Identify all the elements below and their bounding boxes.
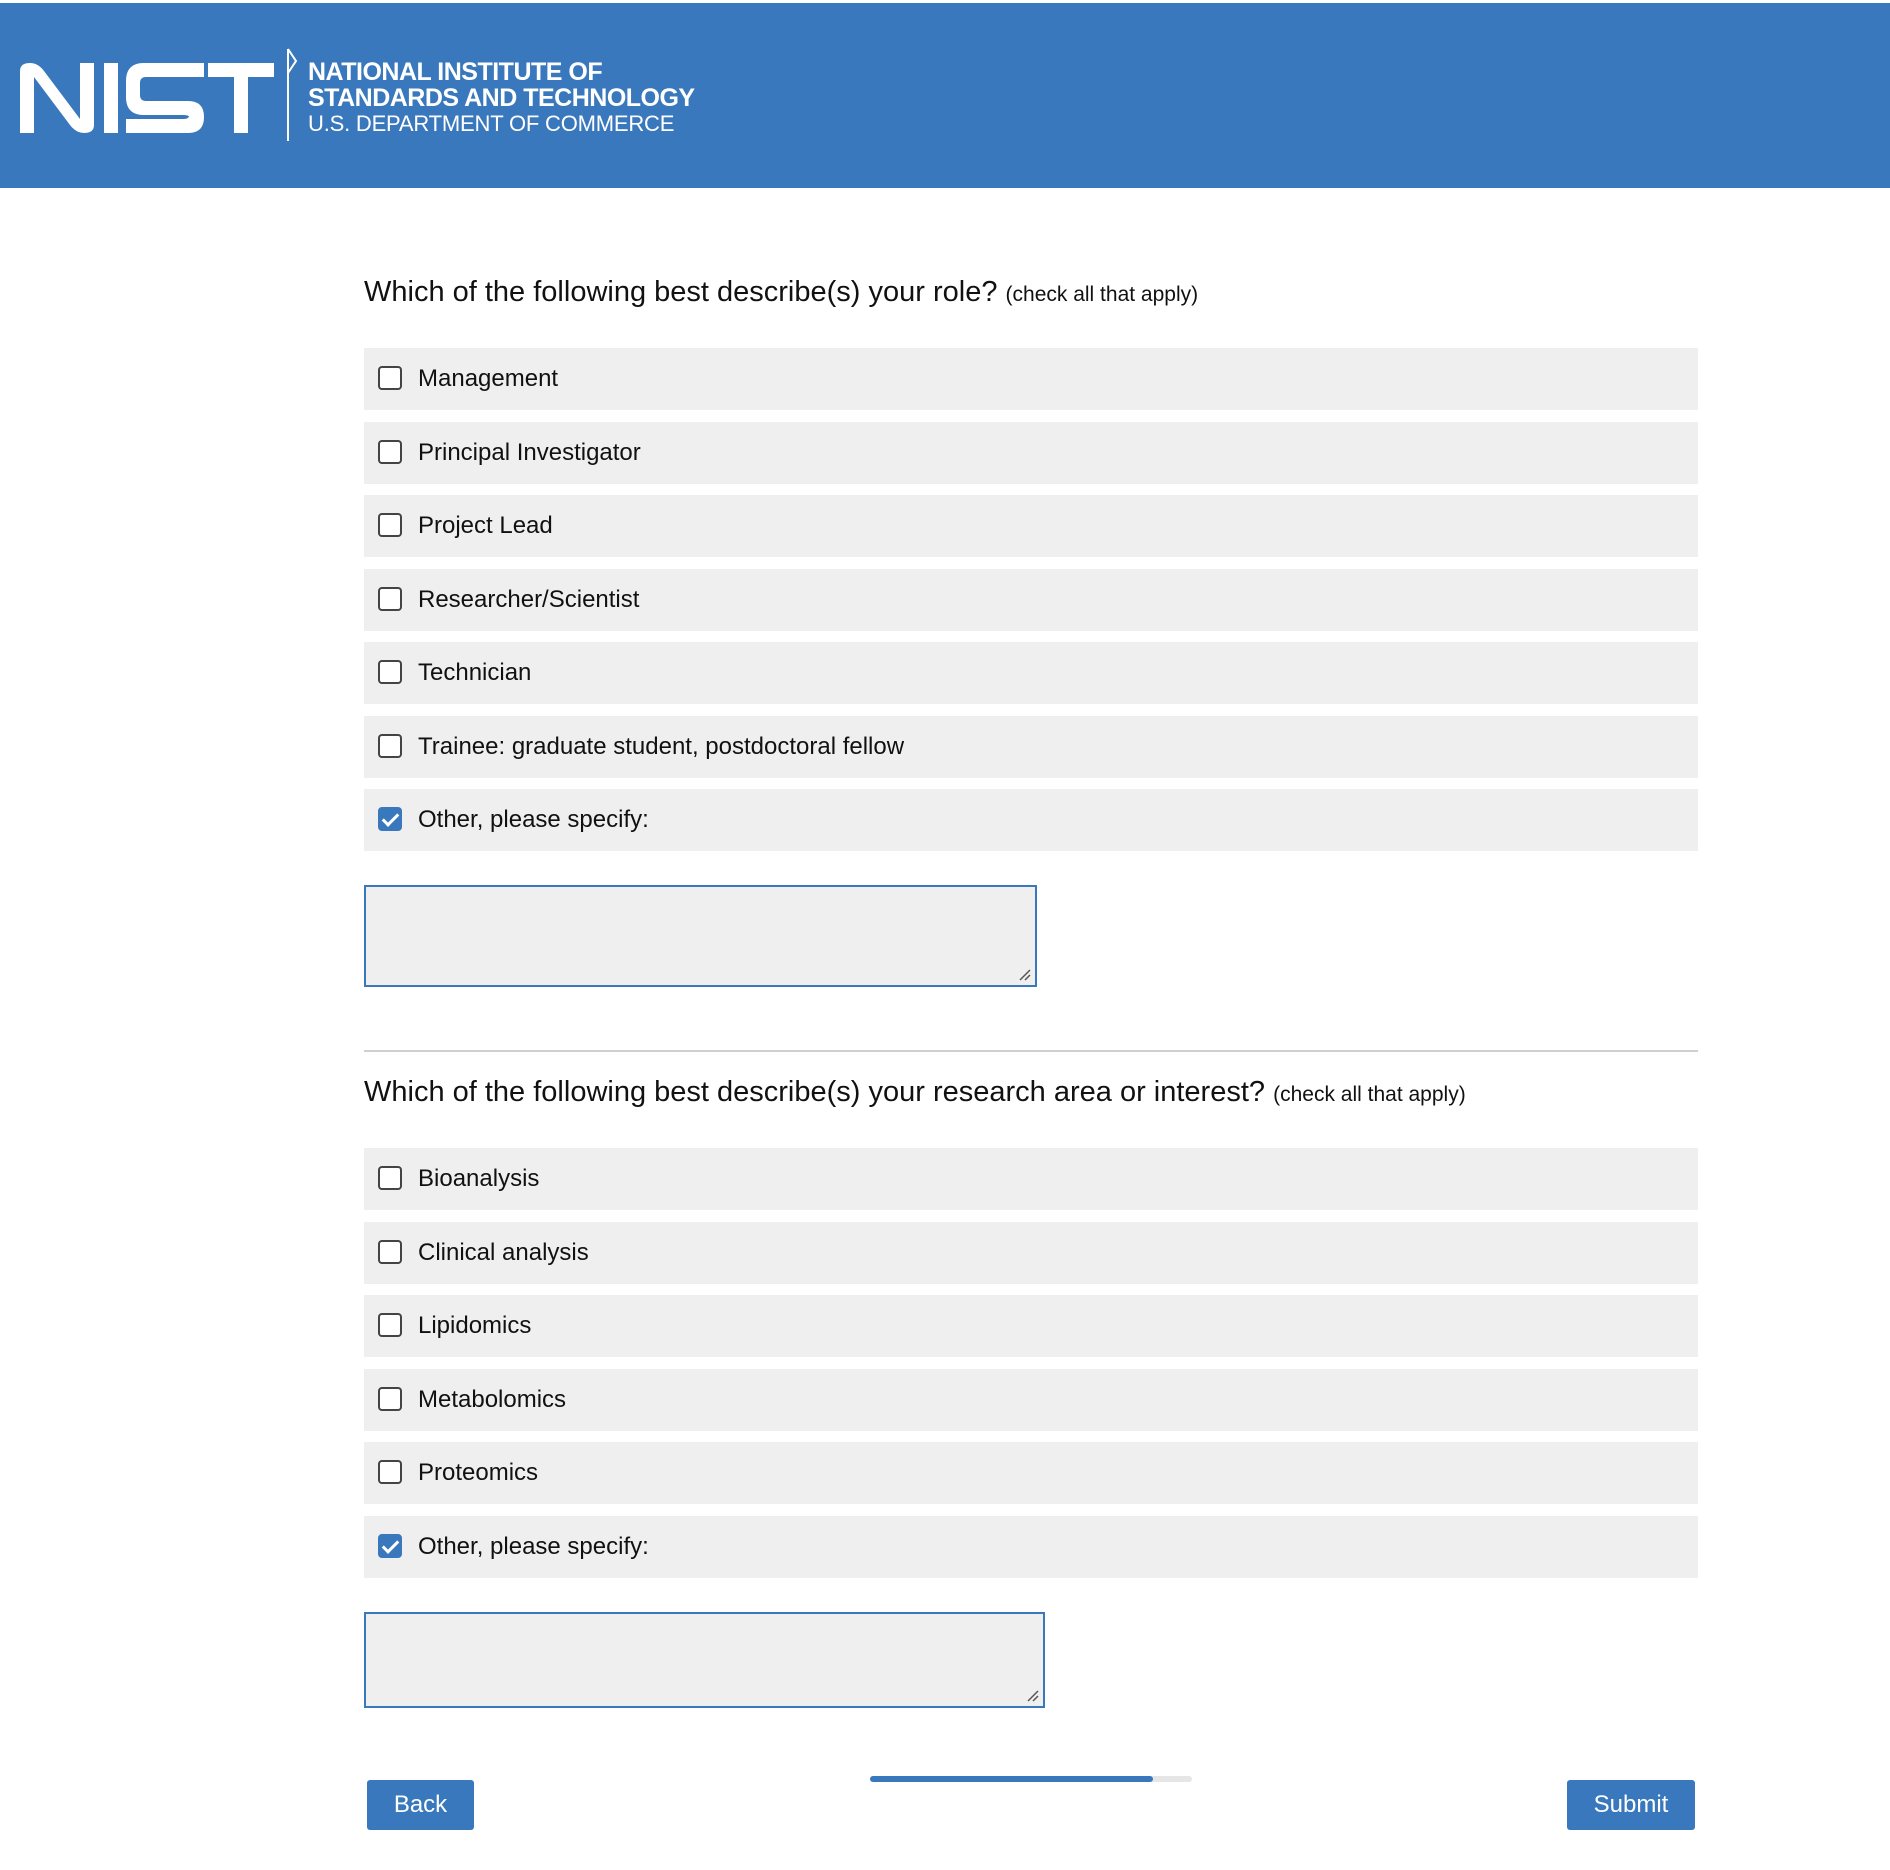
back-button[interactable]: Back: [367, 1780, 474, 1830]
checkbox[interactable]: [378, 366, 402, 390]
checkbox[interactable]: [378, 1166, 402, 1190]
option-label: Bioanalysis: [418, 1165, 540, 1192]
role-option[interactable]: [364, 716, 1698, 778]
role-other-input[interactable]: [364, 885, 1037, 987]
research-area-option[interactable]: [364, 1442, 1698, 1504]
role-option[interactable]: [364, 348, 1698, 410]
question-research-area-text: Which of the following best describe(s) your research area or interest?: [364, 1076, 1266, 1108]
resize-grip-icon[interactable]: [1026, 1689, 1040, 1703]
role-option[interactable]: [364, 789, 1698, 851]
option-label: Researcher/Scientist: [418, 585, 640, 613]
checkbox[interactable]: [378, 440, 402, 464]
research-area-option[interactable]: [364, 1516, 1698, 1578]
option-label: Technician: [418, 659, 532, 686]
site-header: [0, 0, 1890, 188]
research-area-option[interactable]: [364, 1222, 1698, 1284]
progress-bar: [870, 1776, 1192, 1782]
role-option[interactable]: [364, 569, 1698, 631]
checkbox-checked[interactable]: [378, 807, 402, 831]
org-line3: U.S. DEPARTMENT OF COMMERCE: [308, 111, 675, 136]
checkbox[interactable]: [378, 660, 402, 684]
nist-logo: [18, 61, 278, 135]
role-option[interactable]: [364, 642, 1698, 704]
submit-button[interactable]: Submit: [1567, 1780, 1695, 1830]
checkbox[interactable]: [378, 513, 402, 537]
question-role: [364, 276, 1198, 309]
option-label: Trainee: graduate student, postdoctoral fellow: [418, 732, 905, 760]
checkbox[interactable]: [378, 1240, 402, 1264]
section-divider: [364, 1050, 1698, 1052]
option-label: Lipidomics: [418, 1312, 532, 1339]
research-area-option[interactable]: [364, 1148, 1698, 1210]
logo-divider-icon: [284, 47, 300, 143]
option-label: Other, please specify:: [418, 1532, 649, 1560]
checkbox[interactable]: [378, 1460, 402, 1484]
checkbox[interactable]: [378, 734, 402, 758]
option-label: Proteomics: [418, 1459, 539, 1486]
org-line1: NATIONAL INSTITUTE OF: [308, 58, 603, 86]
checkbox[interactable]: [378, 1387, 402, 1411]
progress-bar-fill: [870, 1776, 1153, 1782]
option-label: Management: [418, 365, 559, 392]
research-area-option[interactable]: [364, 1295, 1698, 1357]
question-role-text: Which of the following best describe(s) your role?: [364, 276, 998, 308]
org-name: [308, 59, 695, 137]
question-role-hint: (check all that apply): [1005, 283, 1199, 306]
research-other-input[interactable]: [364, 1612, 1045, 1708]
question-research-area-hint: (check all that apply): [1273, 1083, 1466, 1106]
option-label: Metabolomics: [418, 1385, 567, 1413]
resize-grip-icon[interactable]: [1018, 968, 1032, 982]
option-label: Project Lead: [418, 512, 553, 539]
option-label: Other, please specify:: [418, 806, 649, 833]
checkbox[interactable]: [378, 587, 402, 611]
checkbox-checked[interactable]: [378, 1534, 402, 1558]
org-line2: STANDARDS AND TECHNOLOGY: [308, 84, 695, 112]
checkbox[interactable]: [378, 1313, 402, 1337]
question-research-area: [364, 1076, 1466, 1109]
role-option[interactable]: [364, 495, 1698, 557]
option-label: Principal Investigator: [418, 438, 641, 466]
role-option[interactable]: [364, 422, 1698, 484]
research-area-option[interactable]: [364, 1369, 1698, 1431]
option-label: Clinical analysis: [418, 1238, 589, 1266]
